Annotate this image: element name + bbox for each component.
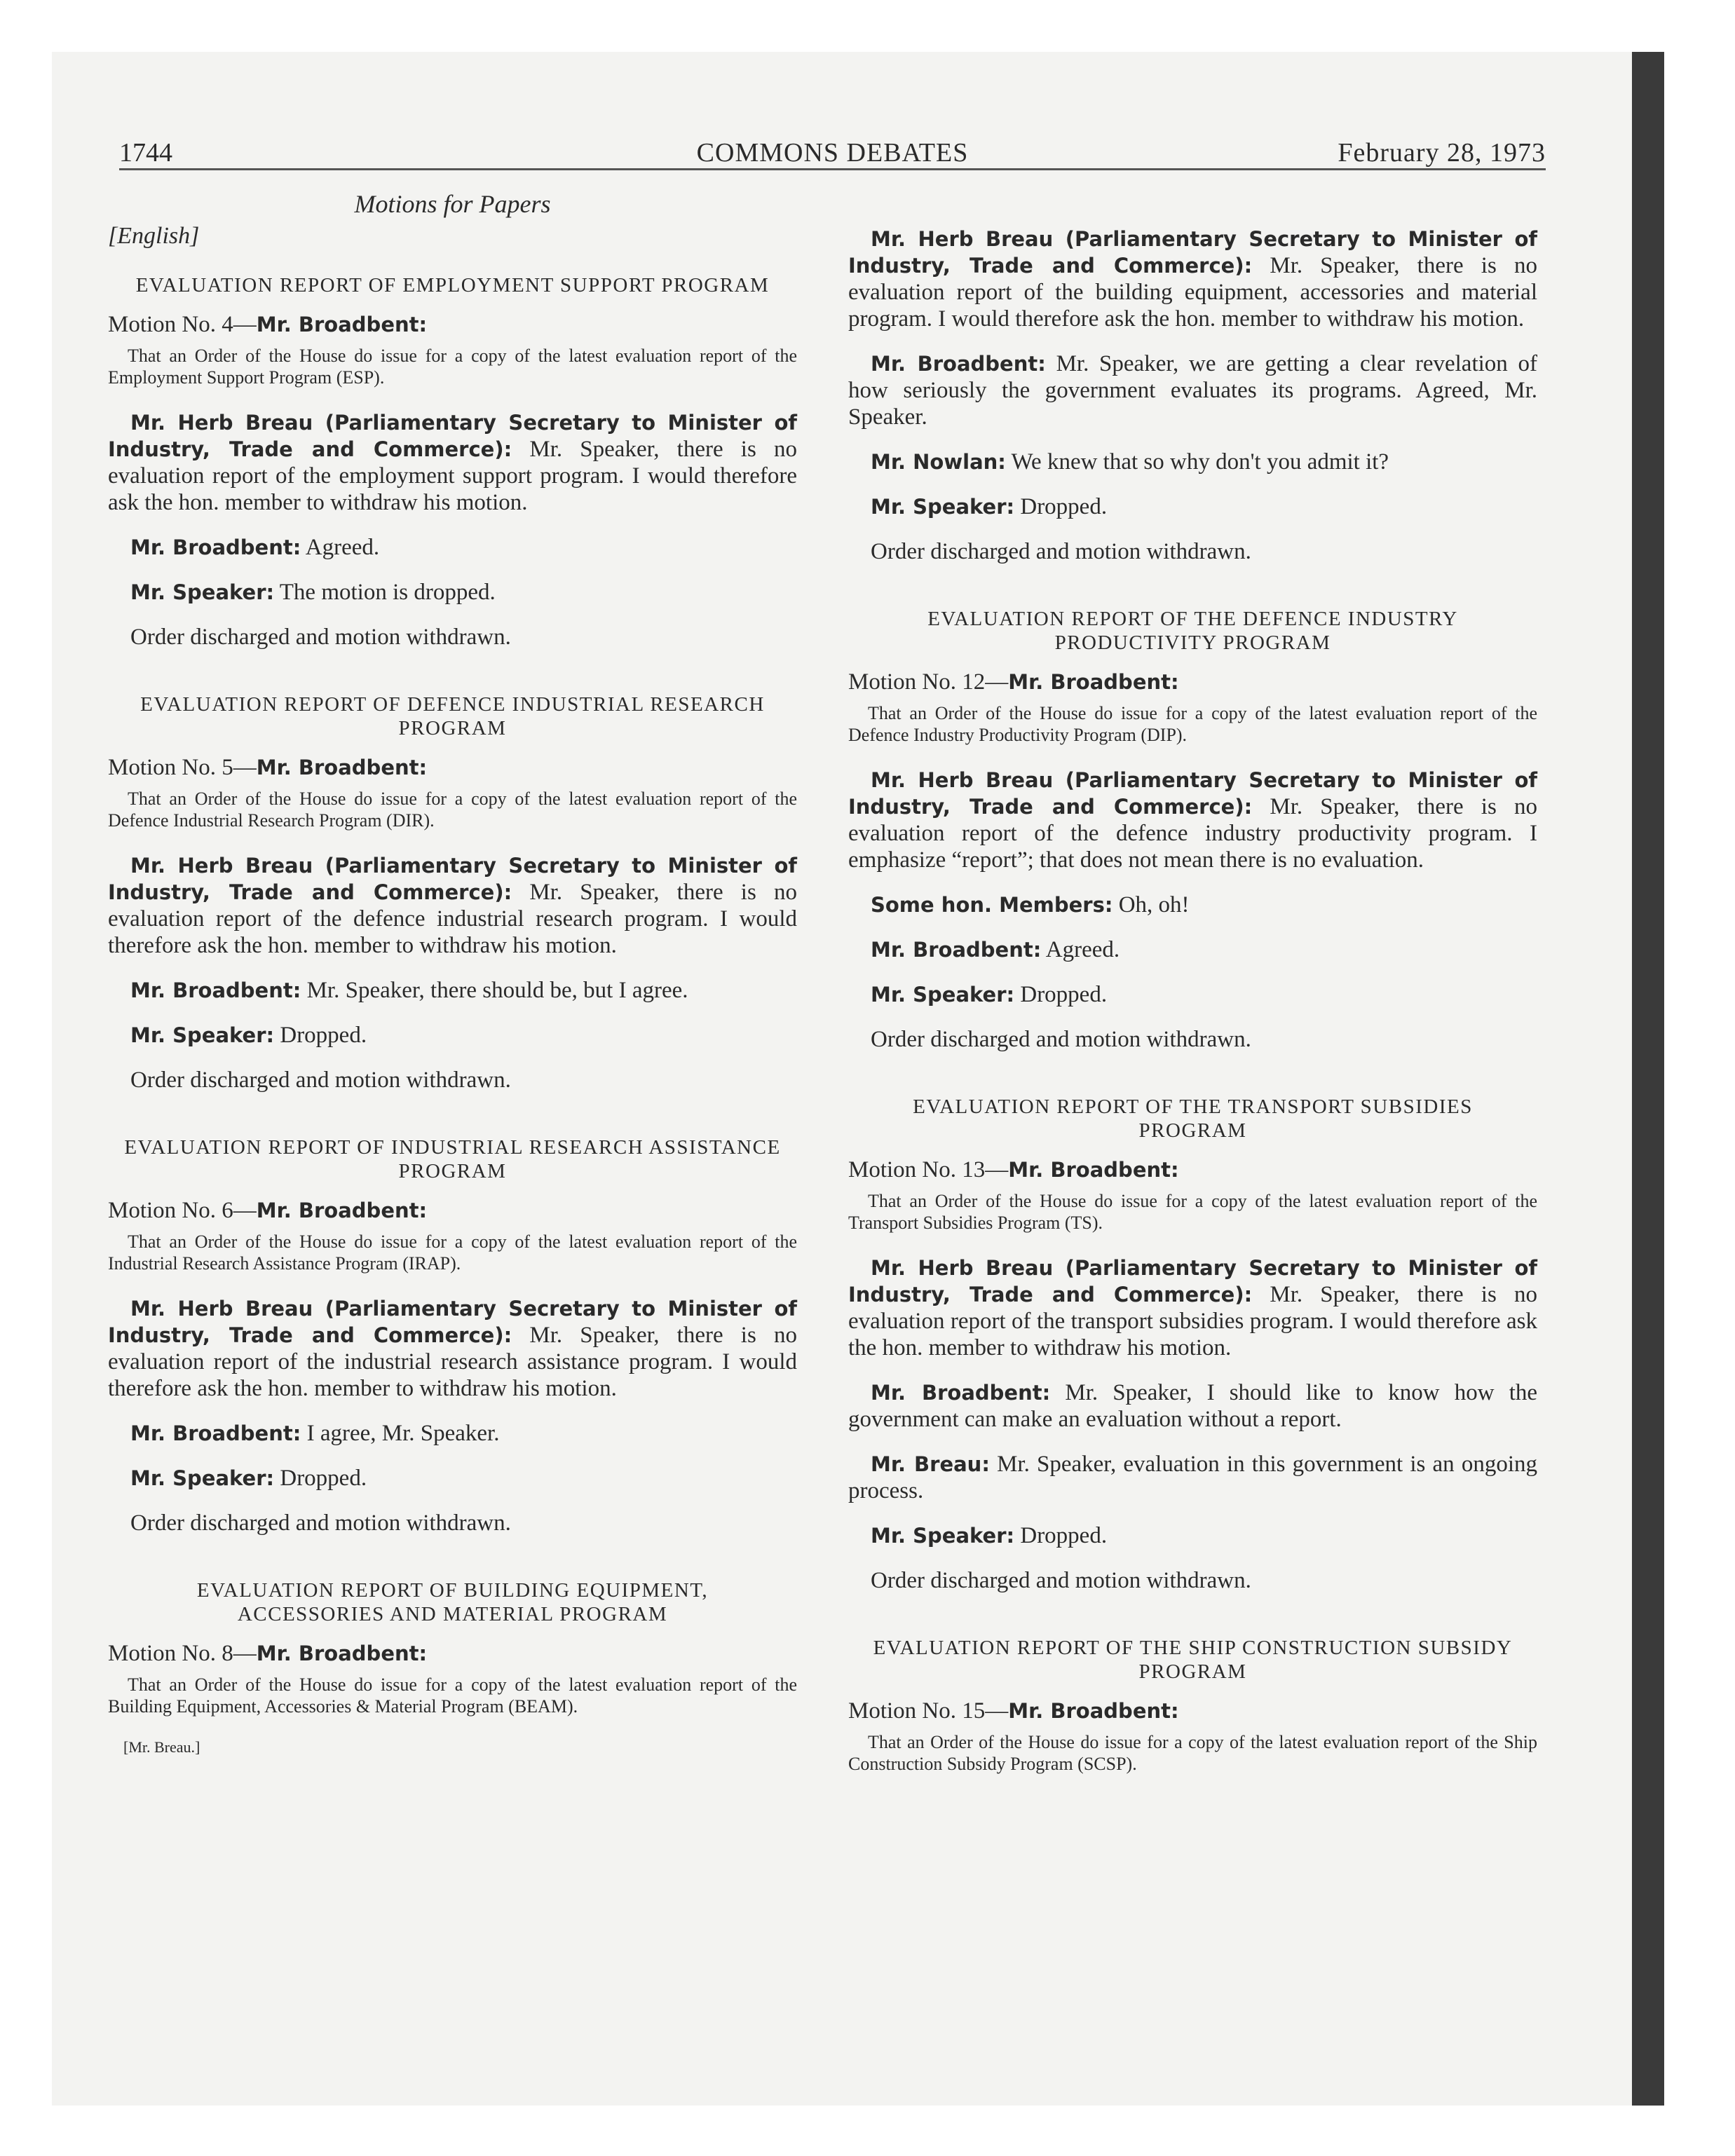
speech-text: Mr. Speaker, there is no evaluation report of the building equipment, accessories and material program. I would therefore ask the hon. member to withdraw his motion. [848,253,1537,332]
motion-speaker: Mr. Broadbent: [256,1642,428,1665]
motion-heading: EVALUATION REPORT OF THE DEFENCE INDUSTRY PRODUCTIVITY PROGRAM [927,608,1458,654]
speaker-name: Mr. Speaker: [130,1466,275,1490]
speaker-name: Mr. Herb Breau (Parliamentary Secretary to Minister of Industry, Trade and Commerce): [848,768,1537,819]
speaker-name: Mr. Broadbent: [130,1421,301,1445]
footnote: [Mr. Breau.] [123,1738,200,1756]
speech-text: Agreed. [1041,937,1120,962]
motion-text: That an Order of the House do issue for a copy of the latest evaluation report of the Defence Industry Productivity Program (DIP). [848,703,1537,745]
motion-number: Motion No. 8— [108,1641,257,1666]
motion-speaker: Mr. Broadbent: [1008,670,1179,694]
speaker-name: Mr. Speaker: [871,1524,1015,1548]
speech-paragraph [848,1522,1537,1549]
right-column [848,226,1537,1796]
speaker-name: Mr. Broadbent: [871,352,1046,376]
motion-text: That an Order of the House do issue for a copy of the latest evaluation report of the Ship Construction Subsidy Program (SCSP). [848,1732,1537,1774]
page-number: 1744 [119,138,172,168]
speech-text: Oh, oh! [1113,892,1190,917]
motion-heading: EVALUATION REPORT OF BUILDING EQUIPMENT, ACCESSORIES AND MATERIAL PROGRAM [196,1579,709,1625]
speech-paragraph [108,1295,797,1402]
speaker-name: Mr. Herb Breau (Parliamentary Secretary to Minister of Industry, Trade and Commerce): [108,411,797,461]
speaker-name: Mr. Broadbent: [871,938,1042,962]
speech-text: Dropped. [274,1023,367,1048]
speech-paragraph [108,1022,797,1049]
speech-paragraph [848,1379,1537,1433]
publication-title: COMMONS DEBATES [696,138,969,168]
speaker-name: Mr. Herb Breau (Parliamentary Secretary to Minister of Industry, Trade and Commerce): [108,1297,797,1347]
speech-paragraph [108,1465,797,1492]
speech-text: Mr. Speaker, there is no evaluation report of the employment support program. I would therefore ask the hon. member to withdraw his motion. [108,437,797,515]
speech-paragraph [848,936,1537,963]
motion-line [848,1157,1537,1183]
motion-number: Motion No. 6— [108,1198,257,1223]
binding-edge [1632,52,1664,2106]
speech-paragraph [108,852,797,959]
motion-number: Motion No. 12— [848,669,1009,695]
speaker-name: Mr. Speaker: [130,580,275,604]
publication-date: February 28, 1973 [1338,138,1546,168]
motion-speaker: Mr. Broadbent: [256,1199,428,1222]
speech-text: Dropped. [274,1466,367,1491]
speech-text: Mr. Speaker, there is no evaluation report of the transport subsidies program. I would therefore ask the hon. member to withdraw his motion. [848,1282,1537,1360]
speaker-name: Mr. Speaker: [130,1023,275,1047]
motion-heading: EVALUATION REPORT OF EMPLOYMENT SUPPORT PROGRAM [135,274,770,296]
speech-paragraph [848,981,1537,1008]
speech-paragraph [848,892,1537,918]
motion-number: Motion No. 13— [848,1157,1009,1182]
left-column [108,189,797,1756]
motion-line [848,669,1537,695]
speech-paragraph [108,534,797,561]
speech-paragraph [108,977,797,1004]
motion-number: Motion No. 15— [848,1698,1009,1724]
speech-paragraph [848,493,1537,520]
speech-text: Dropped. [1014,982,1108,1007]
speech-text: The motion is dropped. [274,580,496,605]
motion-heading: EVALUATION REPORT OF DEFENCE INDUSTRIAL RESEARCH PROGRAM [140,693,765,739]
section-title: Motions for Papers [354,190,551,218]
speech-text: We knew that so why don't you admit it? [1005,449,1389,475]
speaker-name: Mr. Speaker: [871,983,1015,1007]
motion-speaker: Mr. Broadbent: [256,313,428,336]
speech-text: Agreed. [301,535,380,560]
speaker-name: Mr. Herb Breau (Parliamentary Secretary to Minister of Industry, Trade and Commerce): [848,227,1537,278]
motion-number: Motion No. 5— [108,755,257,780]
order-line: Order discharged and motion withdrawn. [130,1510,511,1536]
speech-text: Mr. Speaker, we are getting a clear revelation of how seriously the government evaluates its programs. Agreed, Mr. Speaker. [848,351,1538,430]
motion-heading: EVALUATION REPORT OF THE TRANSPORT SUBSIDIES PROGRAM [913,1096,1473,1142]
speech-text: Mr. Speaker, there is no evaluation report of the defence industrial research program. I would therefore ask the hon. member to withdraw his motion. [108,880,797,958]
order-line: Order discharged and motion withdrawn. [871,539,1251,564]
motion-text: That an Order of the House do issue for a copy of the latest evaluation report of the Employment Support Program (ESP). [108,346,797,388]
motion-speaker: Mr. Broadbent: [1008,1699,1179,1723]
motion-line [848,1698,1537,1724]
order-line: Order discharged and motion withdrawn. [871,1027,1251,1052]
speech-paragraph [108,1420,797,1447]
speech-paragraph [848,1255,1537,1361]
speech-text: Mr. Speaker, evaluation in this government is an ongoing process. [848,1452,1538,1503]
speech-paragraph [848,449,1537,475]
speech-text: Dropped. [1014,1523,1108,1548]
speech-paragraph [848,350,1537,430]
speech-paragraph [108,409,797,516]
order-line: Order discharged and motion withdrawn. [871,1568,1251,1593]
motion-text: That an Order of the House do issue for a copy of the latest evaluation report of the Building Equipment, Accessories & Material Program (BEAM). [108,1674,797,1717]
speech-paragraph [108,579,797,606]
speech-text: Mr. Speaker, there is no evaluation report of the industrial research assistance program. I would therefore ask the hon. member to withdraw his motion. [108,1323,797,1401]
speech-paragraph [848,1451,1537,1504]
speaker-name: Mr. Broadbent: [130,535,301,559]
speech-text: Dropped. [1014,494,1108,519]
speaker-name: Mr. Broadbent: [130,978,301,1002]
running-header [119,137,1546,170]
speech-text: Mr. Speaker, I should like to know how the government can make an evaluation without a report. [848,1380,1538,1432]
speech-paragraph [848,226,1537,332]
speaker-name: Some hon. Members: [871,893,1113,917]
motion-heading: EVALUATION REPORT OF INDUSTRIAL RESEARCH ASSISTANCE PROGRAM [124,1136,781,1182]
motion-number: Motion No. 4— [108,312,257,337]
speaker-name: Mr. Broadbent: [871,1381,1051,1405]
order-line: Order discharged and motion withdrawn. [130,625,511,650]
motion-line [108,1197,797,1224]
motion-line [108,1640,797,1667]
speech-text: Mr. Speaker, there is no evaluation report of the defence industry productivity program. I emphasize “report”; that does not mean there is no evaluation. [848,794,1537,873]
speaker-name: Mr. Breau: [871,1452,990,1476]
speech-text: I agree, Mr. Speaker. [301,1421,500,1446]
motion-line [108,754,797,781]
speaker-name: Mr. Herb Breau (Parliamentary Secretary to Minister of Industry, Trade and Commerce): [848,1256,1537,1306]
speech-text: Mr. Speaker, there should be, but I agree. [301,978,688,1003]
speaker-name: Mr. Nowlan: [871,450,1006,474]
motion-line [108,311,797,338]
motion-text: That an Order of the House do issue for a copy of the latest evaluation report of the Transport Subsidies Program (TS). [848,1191,1537,1233]
motion-speaker: Mr. Broadbent: [256,756,428,779]
speech-paragraph [848,767,1537,873]
speaker-name: Mr. Herb Breau (Parliamentary Secretary to Minister of Industry, Trade and Commerce): [108,854,797,904]
speaker-name: Mr. Speaker: [871,495,1015,519]
motion-text: That an Order of the House do issue for a copy of the latest evaluation report of the Defence Industrial Research Program (DIR). [108,789,797,831]
motion-speaker: Mr. Broadbent: [1008,1158,1179,1182]
motion-heading: EVALUATION REPORT OF THE SHIP CONSTRUCTION SUBSIDY PROGRAM [873,1637,1513,1683]
motion-text: That an Order of the House do issue for a copy of the latest evaluation report of the Industrial Research Assistance Program (IRAP). [108,1231,797,1274]
order-line: Order discharged and motion withdrawn. [130,1067,511,1093]
language-marker: [English] [108,223,200,249]
